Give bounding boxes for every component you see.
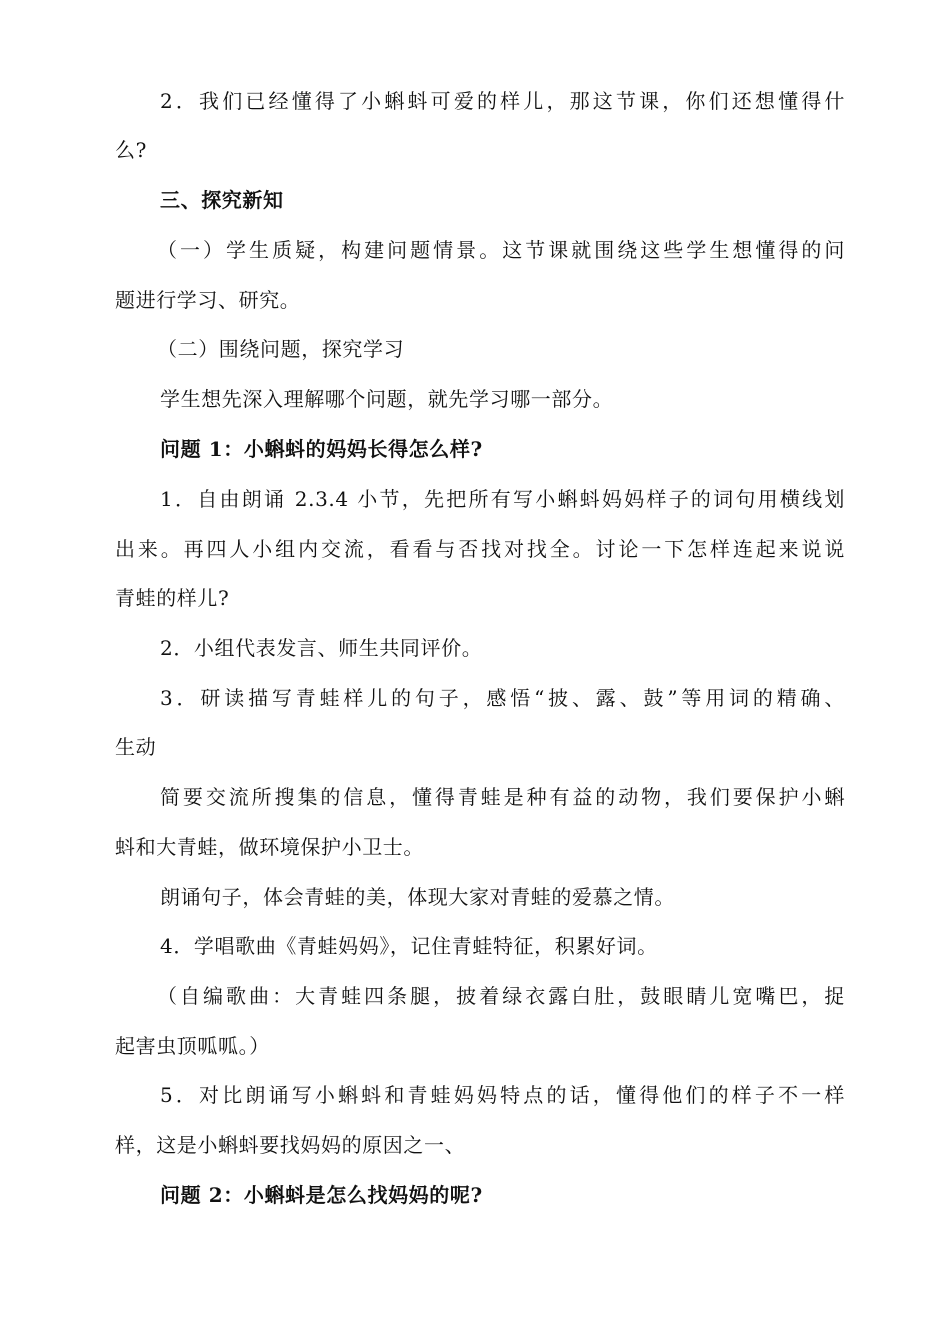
- paragraph-line: 生动: [115, 735, 157, 759]
- paragraph-line: 5．对比朗诵写小蝌蚪和青蛙妈妈特点的话，懂得他们的样子不一样: [160, 1083, 845, 1107]
- paragraph-line: 题进行学习、研究。: [115, 288, 301, 312]
- question-heading: 问题 1：小蝌蚪的妈妈长得怎么样?: [160, 437, 483, 461]
- paragraph-line: 4．学唱歌曲《青蛙妈妈》，记住青蛙特征，积累好词。: [160, 934, 658, 958]
- paragraph-line: 学生想先深入理解哪个问题，就先学习哪一部分。: [160, 387, 614, 411]
- paragraph-line: 么?: [115, 138, 147, 162]
- question-heading: 问题 2：小蝌蚪是怎么找妈妈的呢?: [160, 1183, 483, 1207]
- paragraph-line: 2．小组代表发言、师生共同评价。: [160, 636, 483, 660]
- paragraph-line: 1．自由朗诵 2.3.4 小节，先把所有写小蝌蚪妈妈样子的词句用横线划: [160, 487, 845, 511]
- paragraph-line: 2．我们已经懂得了小蝌蚪可爱的样儿，那这节课，你们还想懂得什: [160, 89, 845, 113]
- paragraph-line: 蚪和大青蛙，做环境保护小卫士。: [115, 835, 424, 859]
- section-heading: 三、探究新知: [160, 188, 284, 212]
- paragraph-line: 简要交流所搜集的信息，懂得青蛙是种有益的动物，我们要保护小蝌: [160, 785, 845, 809]
- paragraph-line: 青蛙的样儿?: [115, 586, 230, 610]
- paragraph-line: 3．研读描写青蛙样儿的句子，感悟“披、露、鼓”等用词的精确、: [160, 686, 845, 710]
- paragraph-line: 起害虫顶呱呱。）: [115, 1034, 270, 1058]
- subsection-heading: （二）围绕问题，探究学习: [157, 337, 405, 361]
- paragraph-line: （一）学生质疑，构建问题情景。这节课就围绕这些学生想懂得的问: [157, 238, 845, 262]
- paragraph-line: 朗诵句子，体会青蛙的美，体现大家对青蛙的爱慕之情。: [160, 885, 675, 909]
- paragraph-line: 出来。再四人小组内交流，看看与否找对找全。讨论一下怎样连起来说说: [115, 537, 845, 561]
- paragraph-line: 样，这是小蝌蚪要找妈妈的原因之一、: [115, 1133, 466, 1157]
- paragraph-line: （自编歌曲：大青蛙四条腿，披着绿衣露白肚，鼓眼睛儿宽嘴巴，捉: [157, 984, 845, 1008]
